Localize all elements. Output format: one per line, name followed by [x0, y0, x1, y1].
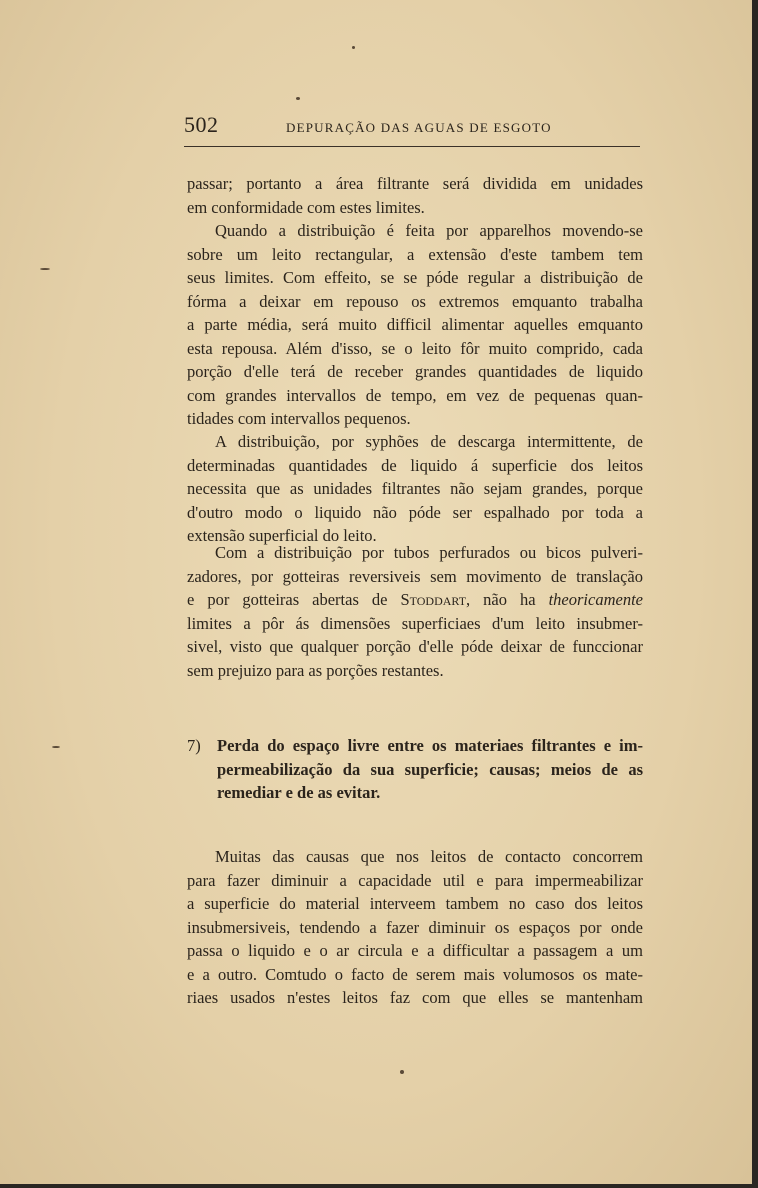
- paragraph-3: [187, 430, 643, 548]
- heading-line: permeabilização da sua superficie; causas; meios de as: [217, 759, 643, 779]
- text-line: sem prejuizo para as porções restantes.: [187, 660, 444, 680]
- text-line: [187, 588, 643, 612]
- emphasis: theoricamente: [548, 590, 643, 609]
- text-line: fórma a deixar em repouso os extremos emquanto trabalha: [187, 291, 643, 311]
- header-rule: [184, 146, 640, 147]
- text-line: necessita que as unidades filtrantes não sejam grandes, porque: [187, 479, 643, 498]
- section-heading: [187, 734, 643, 805]
- text-line: Com a distribuição por tubos perfurados ou bicos pulveri-: [215, 543, 643, 562]
- text-line: passa o liquido e o ar circula e a difficultar a passagem a um: [187, 941, 643, 960]
- text-line: Muitas das causas que nos leitos de contacto concorrem: [215, 847, 643, 866]
- section-number: 7): [187, 736, 201, 755]
- paper-speck: [296, 97, 300, 100]
- paper-speck: [352, 46, 355, 49]
- heading-line: remediar e de as evitar.: [217, 783, 381, 802]
- text-line: seus limites. Com effeito, se se póde regular a distribuição de: [187, 268, 643, 287]
- paper-speck: [52, 746, 60, 748]
- text-line: com grandes intervallos de tempo, em vez de pequenas quan-: [187, 385, 643, 405]
- text-line: porção d'elle terá de receber grandes quantidades de liquido: [187, 362, 643, 381]
- text-line: zadores, por gotteiras reversiveis sem movimento de translação: [187, 566, 643, 586]
- text-line: sivel, visto que qualquer porção d'elle póde deixar de funccionar: [187, 637, 643, 656]
- text-line: em conformidade com estes limites.: [187, 197, 425, 217]
- text-fragment: , não ha: [466, 590, 549, 609]
- text-line: d'outro modo o liquido não póde ser espalhado por toda a: [187, 502, 643, 522]
- running-head: DEPURAÇÃO DAS AGUAS DE ESGOTO: [286, 120, 552, 135]
- text-line: extensão superficial do leito.: [187, 526, 377, 545]
- text-fragment: e por gotteiras abertas de: [187, 590, 401, 609]
- text-line: limites a pôr ás dimensões superficiaes d'um leito insubmer-: [187, 613, 643, 633]
- paper-speck: [400, 1070, 404, 1074]
- text-line: passar; portanto a área filtrante será dividida em unidades: [187, 174, 643, 193]
- text-line: riaes usados n'estes leitos faz com que elles se mantenham: [187, 988, 643, 1007]
- paragraph-1: [187, 172, 643, 219]
- text-line: esta repousa. Além d'isso, se o leito fôr muito comprido, cada: [187, 338, 643, 358]
- text-line: sobre um leito rectangular, a extensão d'este tambem tem: [187, 244, 643, 264]
- author-name: Stoddart: [400, 590, 467, 609]
- paragraph-4: [187, 541, 643, 682]
- heading-line: Perda do espaço livre entre os materiaes filtrantes e im-: [217, 736, 643, 755]
- text-line: tidades com intervallos pequenos.: [187, 409, 411, 428]
- text-line: insubmersiveis, tendendo a fazer diminuir os espaços por onde: [187, 917, 643, 937]
- paragraph-5: [187, 845, 643, 1010]
- text-line: a superficie do material interveem tambem no caso dos leitos: [187, 894, 643, 913]
- text-line: para fazer diminuir a capacidade util e para impermeabilizar: [187, 870, 643, 890]
- paragraph-2: [187, 219, 643, 431]
- text-line: e a outro. Comtudo o facto de serem mais volumosos os mate-: [187, 964, 643, 984]
- paper-speck: [40, 268, 50, 270]
- text-line: determinadas quantidades de liquido á superficie dos leitos: [187, 455, 643, 475]
- text-line: A distribuição, por syphões de descarga intermittente, de: [215, 432, 643, 451]
- text-line: Quando a distribuição é feita por apparelhos movendo-se: [215, 221, 643, 240]
- text-line: a parte média, será muito difficil alimentar aquelles emquanto: [187, 315, 643, 334]
- page-header: [184, 112, 640, 142]
- page-number: 502: [184, 112, 219, 137]
